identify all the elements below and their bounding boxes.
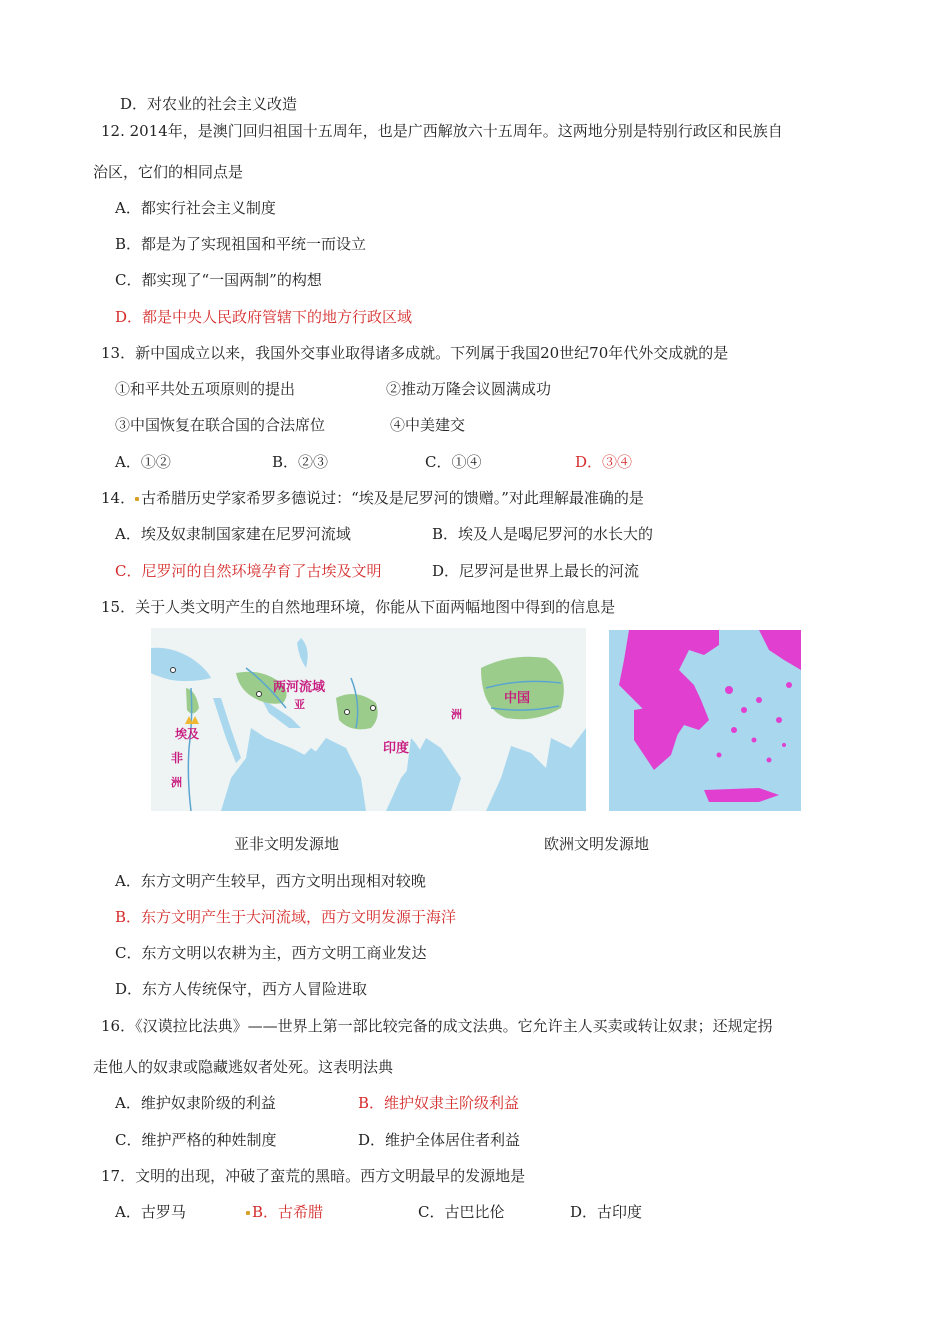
q13-item-2: ②推动万隆会议圆满成功 <box>386 380 552 398</box>
q12-option-c: C．都实现了“一国两制”的构想 <box>115 271 322 289</box>
q15-option-c: C．东方文明以农耕为主，西方文明工商业发达 <box>115 944 427 962</box>
q16-option-d: D．维护全体居住者利益 <box>358 1131 521 1149</box>
q14-option-b: B．埃及人是喝尼罗河的水长大的 <box>432 525 654 543</box>
q13-item-4: ④中美建交 <box>390 416 466 434</box>
q14-option-a: A．埃及奴隶制国家建在尼罗河流域 <box>115 525 351 543</box>
q16-option-b-answer: B．维护奴隶主阶级利益 <box>358 1094 520 1112</box>
q14-option-c-answer: C．尼罗河的自然环境孕育了古埃及文明 <box>115 562 382 580</box>
q17-option-c: C．古巴比伦 <box>418 1203 505 1221</box>
q15-option-a: A．东方文明产生较早，西方文明出现相对较晚 <box>115 872 426 890</box>
q16-option-a: A．维护奴隶阶级的利益 <box>115 1094 276 1112</box>
q17-option-b-answer <box>246 1202 323 1222</box>
caption-asia-africa-map: 亚非文明发源地 <box>234 835 340 853</box>
q12-option-a: A．都实行社会主义制度 <box>115 199 276 217</box>
stray-mark-icon <box>246 1211 250 1215</box>
map-label-fei: 非 <box>171 751 184 765</box>
q13-stem: 13．新中国成立以来，我国外交事业取得诸多成就。下列属于我国20世纪70年代外交成就的是 <box>101 344 729 362</box>
caption-europe-map: 欧洲文明发源地 <box>544 835 650 853</box>
q12-stem-line2: 治区，它们的相同点是 <box>93 163 244 181</box>
q14-option-d: D．尼罗河是世界上最长的河流 <box>432 562 640 580</box>
q12-option-d-answer: D．都是中央人民政府管辖下的地方行政区域 <box>115 308 413 326</box>
q17-option-a: A．古罗马 <box>115 1203 186 1221</box>
greece-civilization-map <box>609 630 801 811</box>
q12-stem-line1: 12. 2014年，是澳门回归祖国十五周年，也是广西解放六十五周年。这两地分别是特别行政区和民族自 <box>101 122 783 140</box>
map-label-ya: 亚 <box>294 699 305 711</box>
q13-option-c: C．①④ <box>425 453 482 471</box>
q12-option-b: B．都是为了实现祖国和平统一而设立 <box>115 235 367 253</box>
q17-stem: 17．文明的出现，冲破了蛮荒的黑暗。西方文明最早的发源地是 <box>101 1167 526 1185</box>
asia-africa-civilization-map <box>151 628 586 811</box>
q13-item-3: ③中国恢复在联合国的合法席位 <box>115 416 326 434</box>
q15-option-b-answer: B．东方文明产生于大河流域，西方文明发源于海洋 <box>115 908 457 926</box>
map-label-yindu: 印度 <box>383 740 410 755</box>
map-label-zhou2: 洲 <box>451 709 462 721</box>
q13-option-b: B．②③ <box>272 453 329 471</box>
q14-number: 14． <box>101 489 136 507</box>
q13-option-a: A．①② <box>115 453 171 471</box>
map-label-aiji: 埃及 <box>175 727 200 741</box>
q13-option-d-answer: D．③④ <box>575 453 633 471</box>
q15-stem: 15．关于人类文明产生的自然地理环境，你能从下面两幅地图中得到的信息是 <box>101 598 616 616</box>
map-label-zhou1: 洲 <box>171 777 182 789</box>
q14-stem <box>101 488 644 508</box>
q16-stem-line1: 16．《汉谟拉比法典》——世界上第一部比较完备的成文法典。它允许主人买卖或转让奴隶；还规定拐 <box>101 1017 773 1035</box>
q14-stem-text: 古希腊历史学家希罗多德说过：“埃及是尼罗河的馈赠。”对此理解最准确的是 <box>141 489 644 507</box>
q16-stem-line2: 走他人的奴隶或隐藏逃奴者处死。这表明法典 <box>93 1058 394 1076</box>
q16-option-c: C．维护严格的种姓制度 <box>115 1131 277 1149</box>
map-label-zhongguo: 中国 <box>504 690 531 705</box>
q15-option-d: D．东方人传统保守，西方人冒险进取 <box>115 980 368 998</box>
q17-option-d: D．古印度 <box>570 1203 643 1221</box>
q17-option-b-text: B．古希腊 <box>252 1203 324 1221</box>
stray-mark-icon <box>135 497 139 501</box>
q11-option-d: D．对农业的社会主义改造 <box>120 95 298 113</box>
q13-item-1: ①和平共处五项原则的提出 <box>115 380 296 398</box>
map-label-lianghe: 两河流域 <box>273 679 326 694</box>
